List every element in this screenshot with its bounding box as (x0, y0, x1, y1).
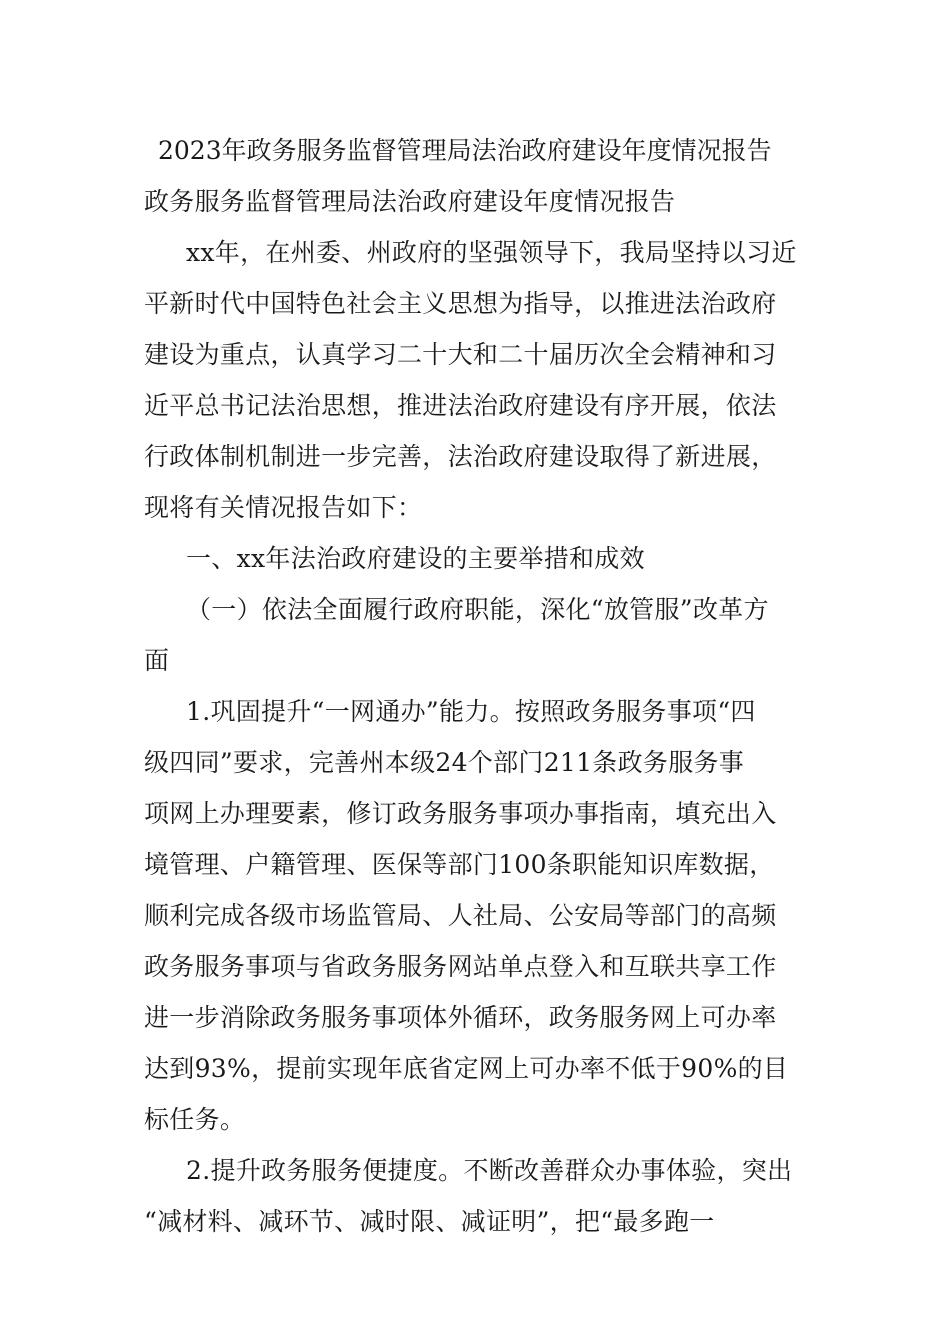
paragraph-line: 级四同”要求，完善州本级24个部门211条政务服务事 (144, 748, 745, 777)
document-title: 2023年政务服务监督管理局法治政府建设年度情况报告 (158, 136, 772, 165)
paragraph-line: 顺利完成各级市场监管局、人社局、公安局等部门的高频 (144, 901, 777, 930)
paragraph-line: 1.巩固提升“一网通办”能力。按照政务服务事项“四 (186, 697, 756, 726)
document-subtitle: 政务服务监督管理局法治政府建设年度情况报告 (144, 187, 676, 216)
paragraph-line: xx年，在州委、州政府的坚强领导下，我局坚持以习近 (186, 238, 797, 267)
paragraph-line: 达到93%，提前实现年底省定网上可办率不低于90%的目 (144, 1054, 789, 1083)
paragraph-line: 项网上办理要素，修订政务服务事项办事指南，填充出入 (144, 799, 777, 828)
paragraph-line: 近平总书记法治思想，推进法治政府建设有序开展，依法 (144, 391, 777, 420)
paragraph-line: 进一步消除政务服务事项体外循环，政务服务网上可办率 (144, 1003, 777, 1032)
paragraph-line: 平新时代中国特色社会主义思想为指导，以推进法治政府 (144, 289, 777, 318)
paragraph-line: 现将有关情况报告如下： (144, 493, 423, 522)
section-heading: 一、xx年法治政府建设的主要举措和成效 (186, 544, 645, 573)
paragraph-line: 2.提升政务服务便捷度。不断改善群众办事体验，突出 (186, 1156, 793, 1185)
paragraph-line: 政务服务事项与省政务服务网站单点登入和互联共享工作 (144, 952, 777, 981)
paragraph-line: 标任务。 (144, 1105, 246, 1134)
paragraph-line: 建设为重点，认真学习二十大和二十届历次全会精神和习 (144, 340, 777, 369)
subsection-heading: 面 (144, 646, 170, 675)
paragraph-line: 境管理、户籍管理、医保等部门100条职能知识库数据， (144, 850, 775, 879)
paragraph-line: “减材料、减环节、减时限、减证明”，把“最多跑一 (144, 1207, 715, 1236)
subsection-heading: （一）依法全面履行政府职能，深化“放管服”改革方 (186, 595, 769, 624)
paragraph-line: 行政体制机制进一步完善，法治政府建设取得了新进展， (144, 442, 777, 471)
